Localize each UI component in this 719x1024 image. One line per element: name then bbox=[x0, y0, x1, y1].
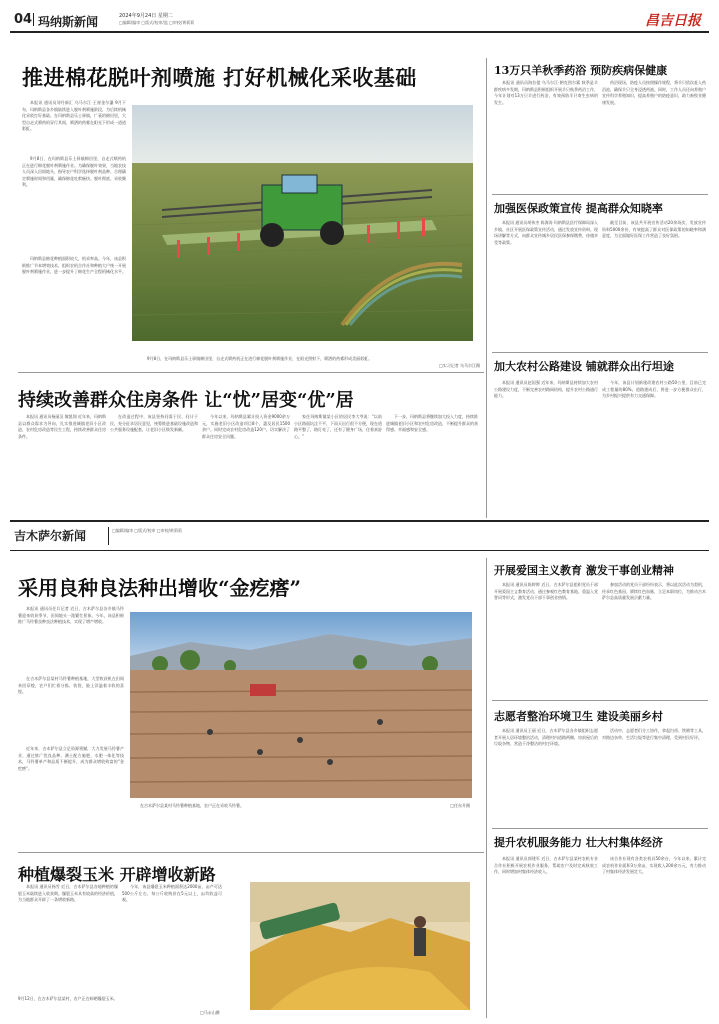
right-column-divider-bottom bbox=[486, 558, 487, 1018]
cotton-sprayer-svg bbox=[132, 105, 473, 341]
article2-col1 bbox=[18, 414, 106, 514]
article4-col1-text: 本报讯 通讯员杨雪 近日，吉木萨尔县各地种植的爆裂玉米陆续进入收获期。爆裂玉米具有较高的经济价值，为当地群众开辟了一条增收新路。 bbox=[18, 884, 118, 903]
right3-col2-text: 今年，该县计划新建改建农村公路50公里，目前已完成工程量的80%。道路建成后，将进一步方便群众出行，为乡村振兴提供有力交通保障。 bbox=[602, 380, 706, 399]
right4-col1-text: 本报讯 通讯员陈婷婷 近日，吉木萨尔县组织党员干部开展爱国主义教育活动，通过参观红色教育基地、重温入党誓词等形式，激发党员干部干事创业热情。 bbox=[494, 582, 598, 601]
article3-photo-credit: □任东升摄 bbox=[450, 803, 470, 808]
section2-name: 吉木萨尔新闻 bbox=[14, 529, 87, 543]
article3-col2 bbox=[18, 676, 124, 746]
right2-col1-text: 本报讯 通讯员胡伟杰 陈海涛 玛纳斯县医疗保障局深入乡镇、社区开展医保政策宣传活动，通过发放宣传资料、现场讲解等方式，向群众宣传城乡居民医保参保缴费、待遇享受等政策。 bbox=[494, 220, 598, 245]
right3-col2 bbox=[602, 380, 706, 510]
article1-col2-text: 9月8日，在玛纳斯县乐土驿镇棉田里，自走式喷药机正在进行棉花脱叶剂喷施作业。为确保脱叶效果，当地农技人员深入田间地头，指导农户科学选择脱叶剂品种、合理确定喷施时间和用量，确保棉花吐絮畅快、脱叶彻底、采收顺利。 bbox=[22, 156, 126, 188]
article2-col4-text: 家住玛纳斯镇某小区的居民李大爷说：“以前小区路面坑洼不平，下雨天出行很不方便，现在道路平整了，路灯亮了，还有了健身广场，住着真舒心。” bbox=[294, 414, 382, 439]
article4-photo-caption: 9月12日，在吉木萨尔县某村，农户正在晾晒爆裂玉米。 bbox=[18, 996, 118, 1001]
article2-col5 bbox=[386, 414, 478, 514]
right5-col2 bbox=[602, 728, 706, 818]
right5-col1 bbox=[494, 728, 598, 818]
issue-date: 2024年9月24日 星期二 bbox=[119, 13, 173, 19]
right5-separator bbox=[492, 828, 708, 829]
section-name: 玛纳斯新闻 bbox=[38, 15, 99, 29]
potato-harvest-photo bbox=[130, 612, 472, 798]
right1-col2 bbox=[602, 80, 706, 192]
article2-col2 bbox=[110, 414, 198, 514]
right2-col2 bbox=[602, 220, 706, 346]
article1-separator bbox=[18, 372, 484, 373]
article2-col3-text: 今年以来，玛纳斯县累计投入资金9000余万元，实施老旧小区改造项目8个，惠及居民1500余户。同时完成农村危房改造120户，切实解决了群众住房安全问题。 bbox=[202, 414, 290, 439]
right6-title: 提升农机服务能力 壮大村集体经济 bbox=[494, 836, 663, 849]
right4-col2 bbox=[602, 582, 706, 694]
article3-photo-caption: 在吉木萨尔县某村马铃薯种植基地，农户正在采收马铃薯。 bbox=[140, 803, 244, 808]
right5-col2-text: 活动中，志愿者们分工协作，拿起扫帚、铁锹等工具，对路边杂草、生活垃圾等进行集中清理，受到村民好评。 bbox=[602, 728, 706, 740]
cotton-sprayer-photo bbox=[132, 105, 473, 341]
page-number: 04 bbox=[14, 12, 33, 27]
article3-col3-text: 近年来，吉木萨尔县立足资源禀赋，大力发展马铃薯产业，通过推广优良品种、测土配方施肥、水肥一体化等技术，马铃薯单产和品质不断提升，成为群众增收致富的“金疙瘩”。 bbox=[18, 746, 124, 771]
article2-title: 持续改善群众住房条件 让“忧”居变“优”居 bbox=[18, 390, 354, 411]
article4-col2 bbox=[122, 884, 222, 990]
article2-col1-text: 本报讯 通讯员杨丽汉 黎凯翔 近年来，玛纳斯县以群众需求为导向，扎实推进城镇老旧小区改造、农村危房改造等民生工程，持续改善群众住房条件。 bbox=[18, 414, 106, 439]
right1-title: 13万只羊秋季药浴 预防疾病保健康 bbox=[494, 64, 668, 77]
right3-col1-text: 本报讯 通讯员赵国强 近年来，玛纳斯县持续加大农村公路建设力度，不断完善农村路网结构，提升农村公路通行能力。 bbox=[494, 380, 598, 399]
right1-col1 bbox=[494, 80, 598, 192]
article1-col3-text: 玛纳斯县棉花种植面积较大，机采率高。今年，该县积极推广节本增效技术，组织农机合作社和种植大户统一开展脱叶剂喷施作业，进一步提升了棉花生产全程机械化水平。 bbox=[22, 256, 126, 275]
popcorn-corn-svg bbox=[250, 882, 470, 1010]
section2-editors: □编辑/编审 □版式/校审 □审校/黄莉莉 bbox=[112, 528, 182, 533]
article2-col5-text: 下一步，玛纳斯县将继续加大投入力度，持续推进城镇老旧小区和农村危房改造，不断提升群众的获得感、幸福感和安全感。 bbox=[386, 414, 478, 433]
right4-col2-text: 参加活动的党员干部纷纷表示，将以此次活动为契机，传承红色基因，赓续红色血脉，立足本职岗位，为推动吉木萨尔县高质量发展贡献力量。 bbox=[602, 582, 706, 601]
page-number-divider bbox=[33, 13, 34, 26]
right1-separator bbox=[492, 194, 708, 195]
right6-col1-text: 本报讯 通讯员郭建军 近日，吉木萨尔县某村农机专业合作社积极开展农机作业服务，帮助农户及时完成秋收工作，同时增加村集体经济收入。 bbox=[494, 856, 598, 875]
article4-col1 bbox=[18, 884, 118, 990]
article2-col3 bbox=[202, 414, 290, 514]
article4-photo-credit: □马永山摄 bbox=[200, 1010, 220, 1015]
article1-col1-text: 本报讯 通讯员刘丹新汇 乌马尔江·王崔金尔瀑 9月下旬，玛纳斯县各乡镇陆续进入脱叶剂喷施阶段，为后续机械化采收打好基础。在玛纳斯县乐土驿镇，广袤的棉田里，大型自走式喷药机穿行其间，喷洒的药雾在阳光下形成一道道彩虹。 bbox=[22, 100, 126, 132]
section2-name-divider bbox=[108, 527, 109, 545]
right1-col2-text: 药浴现场，防疫人员按照操作规程，将羊只依次赶入药浴池，确保羊只全身浸透药液。同时，工作人员还向养殖户宣传科学养殖知识，提高养殖户的防疫意识，助力畜牧业健康发展。 bbox=[602, 80, 706, 105]
section2-top-rule bbox=[10, 520, 709, 522]
article2-col4 bbox=[294, 414, 382, 514]
article4-title: 种植爆裂玉米 开辟增收新路 bbox=[18, 865, 216, 884]
article3-col1-text: 本报讯 通讯员任兵记者 近日，吉木萨尔县各乡镇马铃薯迎来收获季节，田间地头一派繁忙景象。今年，该县积极推广马铃薯良种良法种植技术，实现了增产增收。 bbox=[18, 606, 124, 625]
right3-title: 加大农村公路建设 铺就群众出行坦途 bbox=[494, 360, 674, 373]
article1-photo-credit: □实习记者 乌马尔江摄 bbox=[438, 363, 480, 368]
right2-col2-text: 截至目前，该县共开展宣传活动20余场次，发放宣传资料5000余份，有效提高了群众对医保政策的知晓率和满意度，为全面做好医保工作营造了良好氛围。 bbox=[602, 220, 706, 239]
article1-col2 bbox=[22, 156, 126, 256]
right5-title: 志愿者整治环境卫生 建设美丽乡村 bbox=[494, 710, 663, 723]
brand-logo: 昌吉日报 bbox=[645, 13, 701, 29]
right6-col2 bbox=[602, 856, 706, 1016]
article3-col1 bbox=[18, 606, 124, 676]
article2-col2-text: 在改造过程中，该县坚持问需于民、问计于民，充分征求居民意见，统筹推进基础设施改造和公共服务设施配套，让老旧小区焕发新颜。 bbox=[110, 414, 198, 433]
right1-col1-text: 本报讯 通讯员海拉提 乌马尔江·朝克图尔累 秋季是羊群疾病多发期，玛纳斯县积极组织开展羊只秋季药浴工作，今年计划对13万只羊进行药浴，有效预防羊只寄生虫病的发生。 bbox=[494, 80, 598, 105]
article3-title: 采用良种良法种出增收“金疙瘩” bbox=[18, 576, 302, 600]
article4-col2-text: 今年，该县爆裂玉米种植面积达2000亩，亩产可达500公斤左右，每公斤收购价在5元以上，亩均收益可观。 bbox=[122, 884, 222, 903]
header-rule bbox=[10, 31, 709, 33]
article1-title: 推进棉花脱叶剂喷施 打好机械化采收基础 bbox=[22, 65, 417, 90]
potato-harvest-svg bbox=[130, 612, 472, 798]
right4-separator bbox=[492, 700, 708, 701]
right3-col1 bbox=[494, 380, 598, 510]
right2-separator bbox=[492, 352, 708, 353]
article3-col3 bbox=[18, 746, 124, 842]
right4-title: 开展爱国主义教育 激发干事创业精神 bbox=[494, 564, 674, 577]
right2-col1 bbox=[494, 220, 598, 346]
right2-title: 加强医保政策宣传 提高群众知晓率 bbox=[494, 202, 663, 215]
right5-col1-text: 本报讯 通讯员王丽 近日，吉木萨尔县各乡镇组织志愿者开展人居环境整治活动，清理村内道路两侧、房前屋后的垃圾杂物，营造干净整洁的村庄环境。 bbox=[494, 728, 598, 747]
popcorn-corn-photo bbox=[250, 882, 470, 1010]
header-editors: □编辑/编审 □版式/校审/监 □审校/黄莉莉 bbox=[119, 20, 195, 25]
article3-separator bbox=[18, 852, 484, 853]
article3-col2-text: 在吉木萨尔县某村马铃薯种植基地，大型收获机在田间来回穿梭，农户们忙着分拣、装袋，脸上洋溢着丰收的喜悦。 bbox=[18, 676, 124, 695]
right6-col2-text: 该合作社现有各类农机具50余台，今年以来，累计完成农机作业面积3万余亩，实现收入200余万元，有力推动了村集体经济发展壮大。 bbox=[602, 856, 706, 875]
page-header bbox=[0, 0, 719, 30]
right6-col1 bbox=[494, 856, 598, 1016]
article1-col3 bbox=[22, 256, 126, 356]
section2-bottom-rule bbox=[10, 550, 709, 551]
right4-col1 bbox=[494, 582, 598, 694]
right-column-divider-top bbox=[486, 58, 487, 518]
article1-photo-caption: 9月8日，在玛纳斯县乐土驿镇棉田里，自走式喷药机正在进行棉花脱叶剂喷施作业，在阳光照射下，喷洒的药雾形成美丽彩虹。 bbox=[147, 356, 373, 361]
